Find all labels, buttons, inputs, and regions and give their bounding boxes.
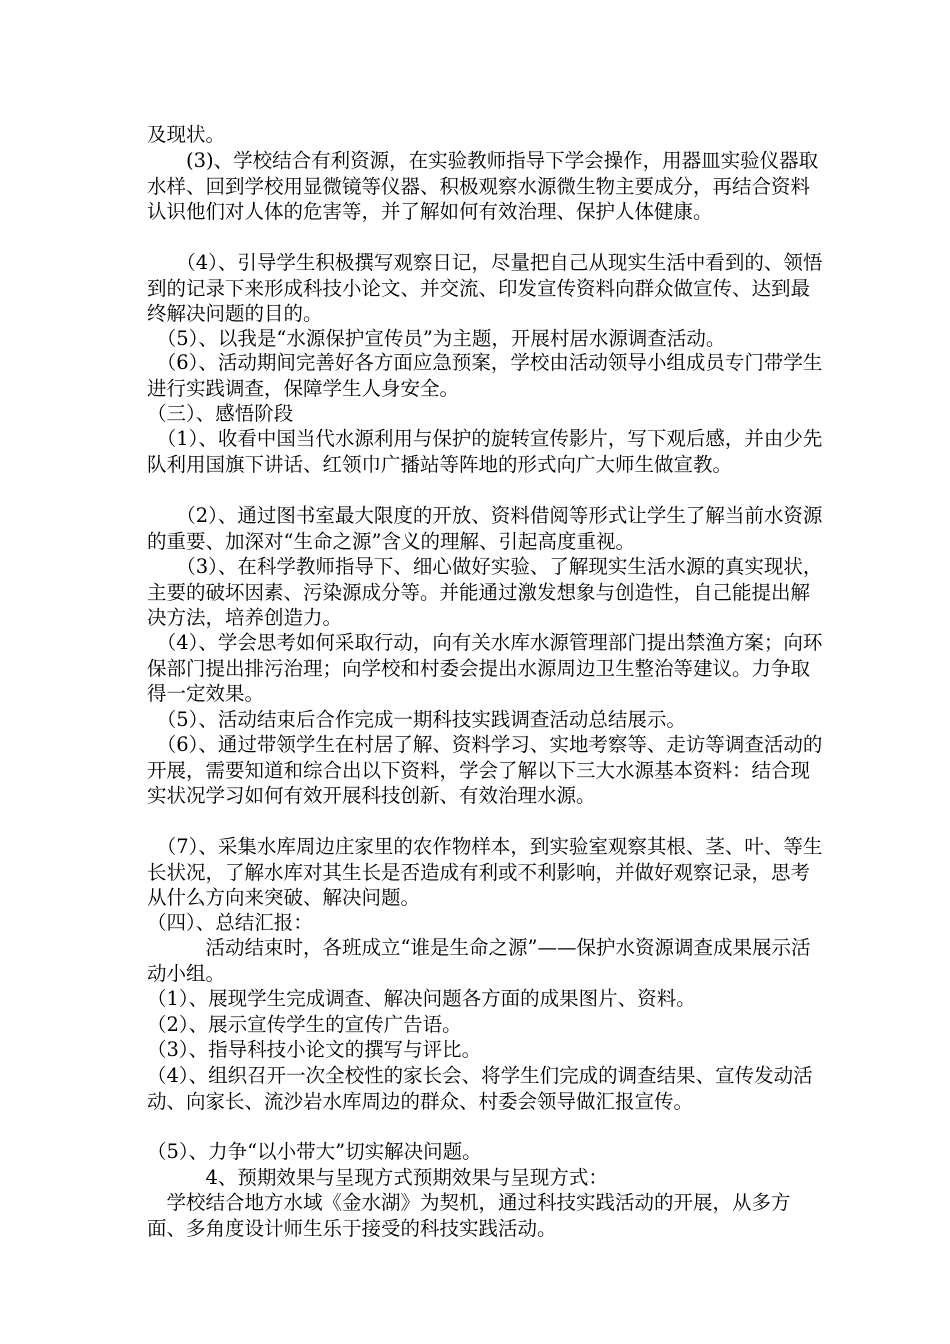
- paragraph-4: （5）、以我是“水源保护宣传员”为主题，开展村居水源调查活动。: [147, 327, 726, 350]
- paragraph-2: (3)、学校结合有利资源，在实验教师指导下学会操作，用器皿实验仪器取水样、回到学校用显微镜等仪器、积极观察水源微生物主要成分，再结合资料认识他们对人体的危害等，并了解如何有效治理、保护人体健康。: [147, 149, 819, 224]
- paragraph-11: （6）、通过带领学生在村居了解、资料学习、实地考察等、走访等调查活动的开展，需要知道和综合出以下资料，学会了解以下三大水源基本资料：结合现实状况学习如何有效开展科技创新、有效治理水源。: [147, 733, 823, 808]
- section-heading-4: （四）、总结汇报：: [147, 911, 313, 934]
- paragraph-15: 学校结合地方水域《金水湖》为契机，通过科技实践活动的开展，从多方面、多角度设计师生乐于接受的科技实践活动。: [147, 1191, 791, 1240]
- list-item-5: （5）、力争“以小带大”切实解决问题。: [147, 1140, 482, 1163]
- section-heading-3: （三）、感悟阶段: [147, 402, 294, 425]
- paragraph-12: （7）、采集水库周边庄家里的农作物样本，到实验室观察其根、茎、叶、等生长状况，了解水库对其生长是否造成有利或不利影响，并做好观察记录，思考从什么方向来突破、解决问题。: [147, 835, 823, 910]
- list-item-3: （3）、指导科技小论文的撰写与评比。: [147, 1038, 482, 1061]
- paragraph-6: （1）、收看中国当代水源利用与保护的旋转宣传影片，写下观后感，并由少先队利用国旗下讲话、红领巾广播站等阵地的形式向广大师生做宣教。: [147, 427, 823, 476]
- list-item-1: （1）、展现学生完成调查、解决问题各方面的成果图片、资料。: [147, 987, 696, 1010]
- paragraph-5: （6）、活动期间完善好各方面应急预案，学校由活动领导小组成员专门带学生进行实践调查，保障学生人身安全。: [147, 351, 823, 400]
- paragraph-3: （4）、引导学生积极撰写观察日记，尽量把自己从现实生活中看到的、领悟到的记录下来形成科技小论文、并交流、印发宣传资料向群众做宣传、达到最终解决问题的目的。: [147, 251, 823, 326]
- paragraph-1: 及现状。: [147, 123, 226, 146]
- paragraph-8: （3）、在科学教师指导下、细心做好实验、了解现实生活水源的真实现状，主要的破坏因素、污染源成分等。并能通过激发想象与创造性，自己能提出解决方法，培养创造力。: [147, 555, 823, 630]
- paragraph-7: （2）、通过图书室最大限度的开放、资料借阅等形式让学生了解当前水资源的重要、加深对“生命之源”含义的理解、引起高度重视。: [147, 504, 823, 553]
- list-item-4: （4）、组织召开一次全校性的家长会、将学生们完成的调查结果、宣传发动活动、向家长、流沙岩水库周边的群众、村委会领导做汇报宣传。: [147, 1064, 813, 1113]
- paragraph-14: 4、预期效果与呈现方式预期效果与呈现方式：: [147, 1166, 608, 1189]
- paragraph-9: （4）、学会思考如何采取行动，向有关水库水源管理部门提出禁渔方案；向环保部门提出排污治理；向学校和村委会提出水源周边卫生整治等建议。力争取得一定效果。: [147, 631, 823, 706]
- paragraph-13: 活动结束时，各班成立“谁是生命之源”——保护水资源调查成果展示活动小组。: [147, 936, 811, 985]
- list-item-2: （2）、展示宣传学生的宣传广告语。: [147, 1013, 462, 1036]
- paragraph-10: （5）、活动结束后合作完成一期科技实践调查活动总结展示。: [147, 708, 686, 731]
